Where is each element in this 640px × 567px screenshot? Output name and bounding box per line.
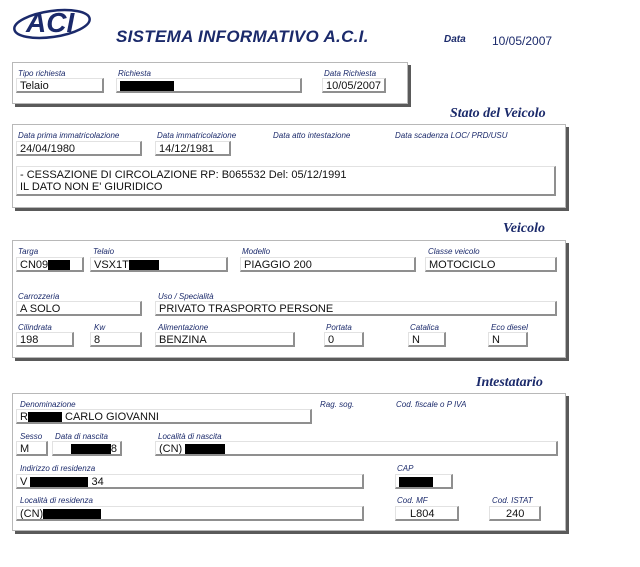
redacted-block	[120, 81, 174, 91]
use-field: PRIVATO TRASPORTO PERSONE	[155, 301, 557, 316]
redacted-block	[43, 509, 101, 519]
birth-place-field	[155, 441, 558, 456]
body-field: A SOLO	[16, 301, 142, 316]
vehicle-title: Veicolo	[503, 221, 545, 236]
sex-label: Sesso	[20, 432, 43, 441]
address-prefix: V	[20, 476, 28, 488]
birth-place-value: (CN)	[159, 443, 183, 455]
first-registration-label: Data prima immatricolazione	[18, 131, 120, 140]
address-label: Indirizzo di residenza	[20, 464, 96, 473]
tax-code-label: Cod. fiscale o P IVA	[396, 400, 467, 409]
kw-field: 8	[90, 332, 142, 347]
plate-field	[16, 257, 84, 272]
vehicle-class-field: MOTOCICLO	[425, 257, 557, 272]
eco-diesel-field: N	[488, 332, 528, 347]
address-suffix: 34	[91, 476, 104, 488]
system-title: SISTEMA INFORMATIVO A.C.I.	[116, 27, 369, 46]
istat-code-field: 240	[489, 506, 541, 521]
owner-name-prefix: R	[20, 411, 28, 423]
registration-date-field: 14/12/1981	[155, 141, 231, 156]
status-note-line-1: - CESSAZIONE DI CIRCOLAZIONE RP: B065532 Del: 05/12/1991	[20, 169, 347, 181]
address-field	[16, 474, 364, 489]
owner-name-field	[16, 409, 312, 424]
redacted-block	[30, 477, 88, 487]
plate-value: CN09	[20, 259, 49, 271]
model-label: Modello	[242, 247, 271, 256]
registration-deed-label: Data atto intestazione	[273, 131, 351, 140]
chassis-label: Telaio	[93, 247, 115, 256]
redacted-block	[71, 444, 111, 454]
postal-code-field	[395, 474, 453, 489]
catalytic-label: Catalica	[410, 323, 439, 332]
request-type-field: Telaio	[16, 78, 104, 93]
displacement-label: Cilindrata	[18, 323, 52, 332]
catalytic-field: N	[408, 332, 446, 347]
request-type-label: Tipo richiesta	[18, 69, 66, 78]
sex-field: M	[16, 441, 48, 456]
redacted-block	[129, 260, 159, 270]
birth-date-label: Data di nascita	[55, 432, 108, 441]
municipality-code-label: Cod. MF	[397, 496, 428, 505]
redacted-block	[48, 260, 70, 270]
owner-title: Intestatario	[476, 375, 543, 390]
registration-date-label: Data immatricolazione	[157, 131, 237, 140]
plate-label: Targa	[18, 247, 39, 256]
redacted-block	[28, 412, 62, 422]
chassis-value: VSX1T	[94, 259, 129, 271]
request-label: Richiesta	[118, 69, 151, 78]
request-date-label: Data Richiesta	[324, 69, 377, 78]
expiry-date-label: Data scadenza LOC/ PRD/USU	[395, 131, 508, 140]
capacity-field: 0	[324, 332, 364, 347]
status-note-line-2: IL DATO NON E' GIURIDICO	[20, 181, 163, 193]
residence-field	[16, 506, 364, 521]
body-label: Carrozzeria	[18, 292, 60, 301]
owner-name-label: Denominazione	[20, 400, 76, 409]
status-notes-field	[16, 166, 556, 196]
vehicle-status-title: Stato del Veicolo	[450, 106, 546, 121]
first-registration-field: 24/04/1980	[16, 141, 142, 156]
redacted-block	[399, 477, 433, 487]
use-label: Uso / Specialità	[158, 292, 214, 301]
eco-diesel-label: Eco diesel	[491, 323, 528, 332]
request-date-field: 10/05/2007	[322, 78, 386, 93]
postal-code-label: CAP	[397, 464, 414, 473]
capacity-label: Portata	[326, 323, 352, 332]
chassis-field	[90, 257, 228, 272]
report-date-value: 10/05/2007	[492, 34, 553, 48]
istat-code-label: Cod. ISTAT	[492, 496, 533, 505]
redacted-block	[185, 444, 225, 454]
birth-date-field	[52, 441, 122, 456]
vehicle-class-label: Classe veicolo	[428, 247, 480, 256]
report-date-label: Data	[444, 34, 466, 45]
displacement-field: 198	[16, 332, 74, 347]
fuel-label: Alimentazione	[158, 323, 209, 332]
birth-date-value: 8	[110, 443, 117, 455]
model-field: PIAGGIO 200	[240, 257, 416, 272]
aci-logo-icon	[12, 2, 92, 42]
fuel-field: BENZINA	[155, 332, 295, 347]
svg-text:ACI: ACI	[26, 7, 75, 38]
municipality-code-field: L804	[395, 506, 459, 521]
request-field	[116, 78, 302, 93]
company-type-label: Rag. sog.	[320, 400, 355, 409]
residence-value: (CN)	[20, 508, 44, 520]
kw-label: Kw	[94, 323, 106, 332]
owner-name-value: CARLO GIOVANNI	[65, 411, 159, 423]
residence-label: Località di residenza	[20, 496, 93, 505]
birth-place-label: Località di nascita	[158, 432, 222, 441]
